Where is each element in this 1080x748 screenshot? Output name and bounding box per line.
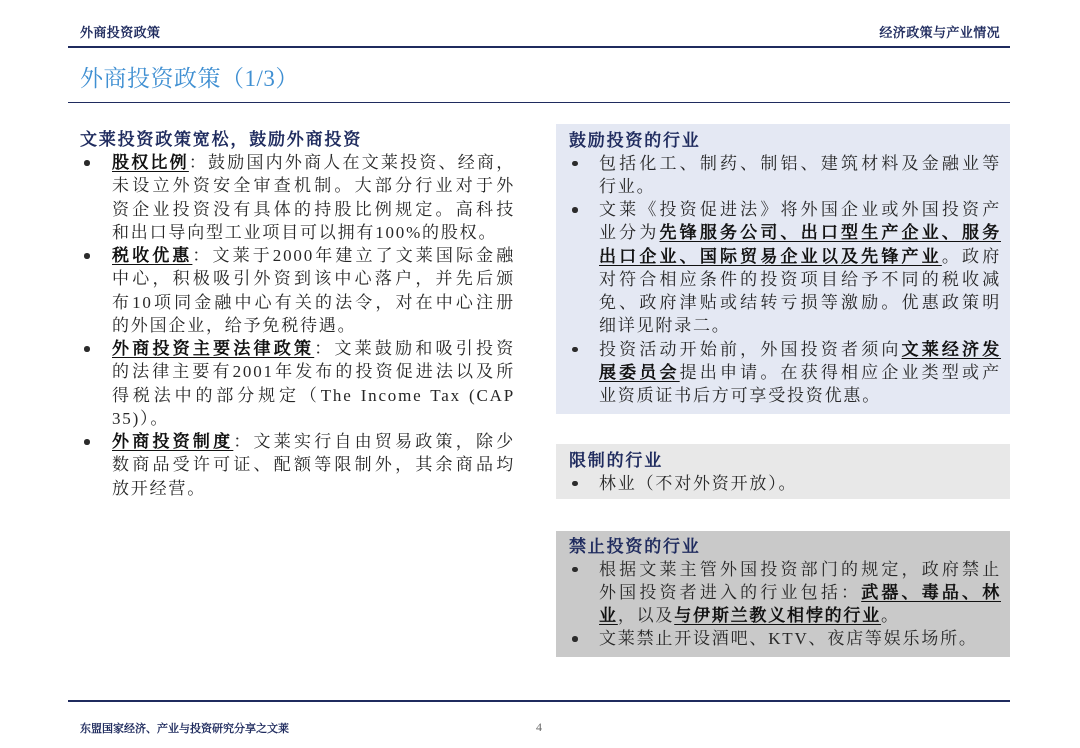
emphasized-term: 外商投资制度 bbox=[112, 432, 234, 451]
text-line bbox=[599, 338, 1001, 361]
text-segment: 得税法中的部分规定（The Income Tax (CAP bbox=[112, 385, 515, 405]
text-segment: ：文莱实行自由贸易政策，除少 bbox=[233, 432, 515, 451]
bullet-dot-icon bbox=[572, 161, 578, 167]
text-line bbox=[112, 430, 515, 453]
text-line bbox=[112, 477, 515, 500]
text-line bbox=[112, 198, 515, 221]
policy-bullet-list bbox=[80, 151, 515, 500]
bullet-item bbox=[569, 198, 1001, 338]
bullet-item bbox=[569, 472, 1001, 495]
text-line bbox=[599, 291, 1001, 314]
bullet-item bbox=[80, 244, 515, 337]
page-title: 外商投资政策（1/3） bbox=[80, 66, 299, 91]
text-line bbox=[112, 384, 515, 407]
emphasized-term: 业 bbox=[599, 606, 618, 625]
text-segment: 数商品受许可证、配额等限制外，其余商品均 bbox=[112, 455, 515, 475]
restricted-industries-heading: 限制的行业 bbox=[569, 450, 663, 470]
bullet-item bbox=[569, 338, 1001, 408]
emphasized-term: 展委员会 bbox=[599, 362, 680, 382]
text-segment: ：鼓励国内外商人在文莱投资、经商， bbox=[188, 153, 515, 172]
text-line bbox=[112, 314, 515, 337]
text-line bbox=[599, 268, 1001, 291]
header-section-label: 外商投资政策 bbox=[80, 25, 161, 40]
text-segment: 文莱禁止开设酒吧、KTV、夜店等娱乐场所。 bbox=[599, 629, 978, 649]
prohibited-industries-heading: 禁止投资的行业 bbox=[569, 536, 701, 556]
text-line bbox=[599, 221, 1001, 244]
bullet-dot-icon bbox=[84, 253, 90, 259]
text-line bbox=[599, 198, 1001, 221]
text-segment: 的外国企业，给予免税待遇。 bbox=[112, 315, 357, 335]
encouraged-industries-heading: 鼓励投资的行业 bbox=[569, 130, 701, 150]
bullet-dot-icon bbox=[572, 347, 578, 353]
text-segment: 的法律主要有2001年发布的投资促进法以及所 bbox=[112, 362, 515, 382]
restricted-industries-list bbox=[569, 472, 1001, 495]
header-divider bbox=[68, 46, 1010, 48]
text-segment: 文莱《投资促进法》将外国企业或外国投资产 bbox=[599, 200, 1001, 219]
emphasized-term: 与伊斯兰教义相悖的行业 bbox=[674, 606, 882, 625]
emphasized-term: 武器、毒品、林 bbox=[861, 582, 1001, 602]
text-line bbox=[599, 175, 1001, 198]
emphasized-term: 股权比例 bbox=[112, 153, 189, 172]
title-divider bbox=[68, 102, 1010, 103]
text-line bbox=[112, 291, 515, 314]
encouraged-industries-list bbox=[569, 152, 1001, 408]
bullet-item bbox=[80, 151, 515, 244]
text-segment: 提出申请。在获得相应企业类型或产 bbox=[679, 362, 1001, 382]
text-segment: ，以及 bbox=[617, 606, 675, 625]
bullet-dot-icon bbox=[572, 636, 578, 642]
text-line bbox=[112, 267, 515, 290]
text-segment: 资企业投资没有具体的持股比例规定。高科技 bbox=[112, 199, 515, 219]
text-line bbox=[112, 453, 515, 476]
text-segment: 业资质证书后方可享受投资优惠。 bbox=[599, 386, 881, 405]
bullet-dot-icon bbox=[84, 160, 90, 166]
text-segment: 对符合相应条件的投资项目给予不同的税收减 bbox=[599, 269, 1001, 289]
text-line bbox=[599, 361, 1001, 384]
text-segment: 中心，积极吸引外资到该中心落户，并先后颁 bbox=[112, 269, 515, 289]
bullet-dot-icon bbox=[572, 567, 578, 573]
text-line bbox=[112, 174, 515, 197]
bullet-dot-icon bbox=[572, 207, 578, 213]
text-segment: 放开经营。 bbox=[112, 478, 206, 498]
text-segment: 林业（不对外资开放）。 bbox=[599, 473, 798, 493]
policy-overview bbox=[80, 129, 515, 500]
text-segment: ：文莱于2000年建立了文莱国际金融 bbox=[192, 246, 515, 265]
emphasized-term: 税收优惠 bbox=[112, 246, 193, 265]
bullet-item bbox=[569, 627, 1001, 650]
text-line bbox=[599, 581, 1001, 604]
bullet-dot-icon bbox=[84, 439, 90, 445]
text-segment: 35)）。 bbox=[112, 408, 170, 428]
text-line bbox=[112, 337, 515, 360]
bullet-item bbox=[569, 558, 1001, 628]
bullet-item bbox=[569, 152, 1001, 199]
text-segment: 包括化工、制药、制铝、建筑材料及金融业等 bbox=[599, 153, 1001, 173]
text-segment: 布10项同金融中心有关的法令，对在中心注册 bbox=[112, 292, 515, 312]
text-line bbox=[599, 245, 1001, 268]
text-line bbox=[112, 221, 515, 244]
text-line bbox=[599, 152, 1001, 175]
text-line bbox=[599, 314, 1001, 337]
text-segment: 细详见附录二。 bbox=[599, 316, 731, 336]
emphasized-term: 文莱经济发 bbox=[901, 339, 1002, 359]
text-line bbox=[112, 360, 515, 383]
text-line bbox=[112, 244, 515, 267]
text-segment: 投资活动开始前，外国投资者须向 bbox=[599, 339, 902, 359]
text-segment: 免、政府津贴或结转亏损等激励。优惠政策明 bbox=[599, 293, 1001, 312]
text-line bbox=[112, 407, 515, 430]
text-line bbox=[599, 627, 1001, 650]
bullet-item bbox=[80, 430, 515, 500]
text-line bbox=[112, 151, 515, 174]
text-line bbox=[599, 384, 1001, 407]
emphasized-term: 出口企业、国际贸易企业以及先锋产业 bbox=[599, 246, 942, 266]
restricted-industries-panel bbox=[556, 444, 1010, 499]
text-segment: 和出口导向型工业项目可以拥有100%的股权。 bbox=[112, 222, 498, 242]
text-line bbox=[599, 558, 1001, 581]
emphasized-term: 先锋服务公司、出口型生产企业、服务 bbox=[659, 223, 1001, 243]
text-segment: ：文莱鼓励和吸引投资 bbox=[314, 339, 516, 358]
text-line bbox=[599, 604, 1001, 627]
text-segment: 外国投资者进入的行业包括： bbox=[599, 582, 862, 602]
prohibited-industries-list bbox=[569, 558, 1001, 651]
prohibited-industries-panel bbox=[556, 531, 1010, 657]
text-segment: 未设立外资安全审查机制。大部分行业对于外 bbox=[112, 176, 515, 196]
text-segment: 。政府 bbox=[941, 246, 1001, 266]
bullet-dot-icon bbox=[572, 481, 578, 487]
encouraged-industries-panel bbox=[556, 124, 1010, 414]
page-number: 4 bbox=[536, 720, 542, 734]
text-line bbox=[599, 472, 1001, 495]
text-segment: 根据文莱主管外国投资部门的规定，政府禁止 bbox=[599, 559, 1001, 579]
text-segment: 。 bbox=[881, 606, 900, 625]
bullet-item bbox=[80, 337, 515, 430]
text-segment: 行业。 bbox=[599, 176, 656, 196]
header-chapter-label: 经济政策与产业情况 bbox=[879, 25, 1000, 40]
footer-source: 东盟国家经济、产业与投资研究分享之文莱 bbox=[80, 723, 289, 735]
footer-divider bbox=[68, 700, 1010, 702]
bullet-dot-icon bbox=[84, 346, 90, 352]
policy-overview-heading: 文莱投资政策宽松，鼓励外商投资 bbox=[80, 130, 362, 149]
emphasized-term: 外商投资主要法律政策 bbox=[112, 339, 315, 358]
text-segment: 业分为 bbox=[599, 223, 660, 243]
